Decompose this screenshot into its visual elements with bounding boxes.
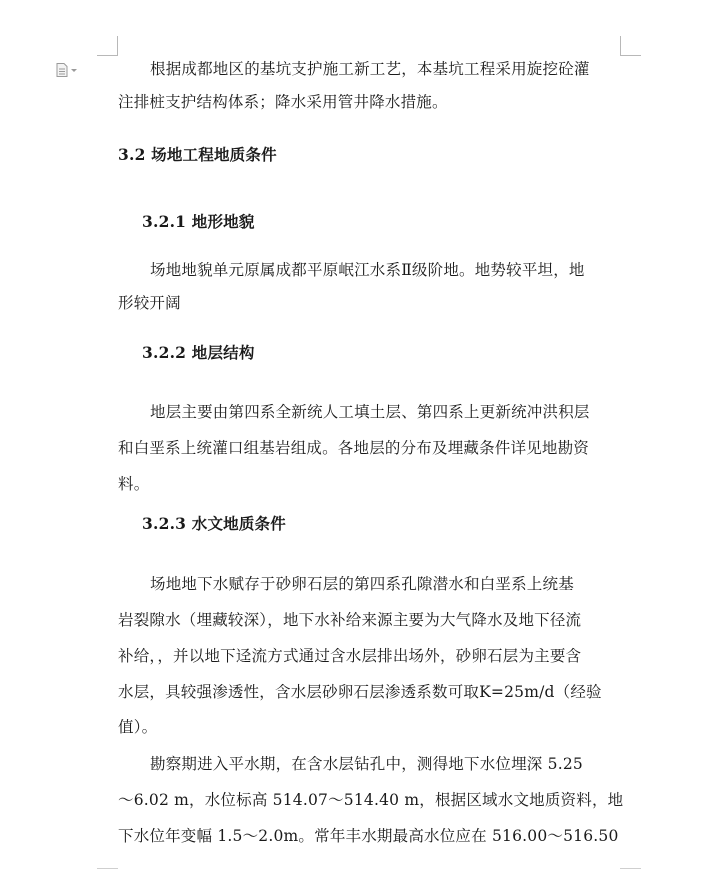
paragraph-line: 和白垩系上统灌口组基岩组成。各地层的分布及埋藏条件详见地勘资: [118, 439, 590, 457]
paragraph-line: 岩裂隙水（埋藏较深），地下水补给来源主要为大气降水及地下径流: [118, 611, 582, 629]
page-corner-mark: [620, 868, 641, 869]
paragraph-line: 补给，，并以地下迳流方式通过含水层排出场外，砂卵石层为主要含: [118, 647, 582, 665]
page-corner-mark: [117, 36, 118, 56]
paragraph-line: 值）。: [118, 718, 158, 736]
paragraph-line: 场地地貌单元原属成都平原岷江水系Ⅱ级阶地。地势较平坦，地: [150, 261, 585, 279]
subsection-heading: 3.2.1 地形地貌: [142, 212, 255, 231]
paragraph-line: 下水位年变幅 1.5～2.0m。常年丰水期最高水位应在 516.00～516.50: [118, 827, 619, 845]
paragraph-line: 料。: [118, 475, 150, 493]
section-heading: 3.2 场地工程地质条件: [118, 145, 277, 164]
paragraph-line: 地层主要由第四系全新统人工填土层、第四系上更新统冲洪积层: [150, 403, 590, 421]
subsection-heading: 3.2.3 水文地质条件: [142, 514, 286, 533]
page-corner-mark: [97, 868, 118, 869]
paragraph-line: ～6.02 m，水位标高 514.07～514.40 m，根据区域水文地质资料，地: [118, 791, 624, 809]
page-corner-mark: [620, 55, 641, 56]
document-menu-icon[interactable]: [56, 62, 78, 76]
paragraph-line: 根据成都地区的基坑支护施工新工艺，本基坑工程采用旋挖砼灌: [150, 60, 590, 78]
paragraph-line: 注排桩支护结构体系；降水采用管井降水措施。: [118, 93, 448, 111]
paragraph-line: 水层，具较强渗透性，含水层砂卵石层渗透系数可取K=25m/d（经验: [118, 683, 602, 701]
page-corner-mark: [97, 55, 118, 56]
paragraph-line: 形较开阔: [118, 294, 181, 312]
paragraph-line: 勘察期进入平水期，在含水层钻孔中，测得地下水位埋深 5.25: [150, 755, 583, 773]
paragraph-line: 场地地下水赋存于砂卵石层的第四系孔隙潜水和白垩系上统基: [150, 575, 574, 593]
subsection-heading: 3.2.2 地层结构: [142, 343, 255, 362]
page-corner-mark: [620, 36, 621, 56]
